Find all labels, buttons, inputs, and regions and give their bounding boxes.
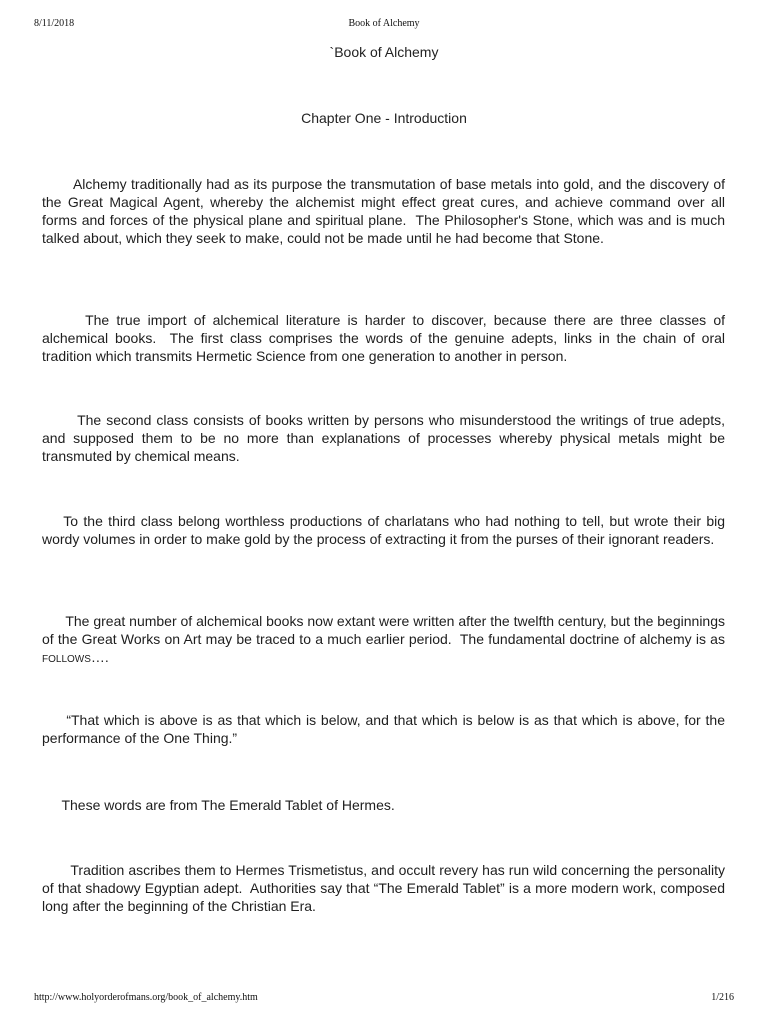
- paragraph-6-quote: “That which is above is as that which is below, and that which is below is as that which is above, for the performance of the One Thing.”: [42, 712, 729, 746]
- paragraph-5-text: The great number of alchemical books now extant were written after the twelfth century, but the beginnings of the Great Works on Art may be traced to a much earlier period. The fundamental doctrine of alchemy is as: [42, 613, 729, 647]
- paragraph-4: To the third class belong worthless productions of charlatans who had nothing to tell, but wrote their big wordy volumes in order to make gold by the process of extracting it from the purses of their ignorant readers.: [42, 513, 729, 547]
- paragraph-8: Tradition ascribes them to Hermes Trismetistus, and occult revery has run wild concerning the personality of that shadowy Egyptian adept. Authorities say that “The Emerald Tablet” is a more modern work, composed long after the beginning of the Christian Era.: [42, 862, 729, 914]
- follows-text: follows….: [42, 649, 109, 665]
- chapter-heading: Chapter One - Introduction: [301, 110, 467, 126]
- paragraph-1: Alchemy traditionally had as its purpose the transmutation of base metals into gold, and the discovery of the Great Magical Agent, whereby the alchemist might effect great cures, and achieve command over all forms and forces of the physical plane and spiritual plane. The Philosopher's Stone, which was and is much talked about, which they seek to make, could not be made until he had become that Stone.: [42, 176, 729, 246]
- page-number: 1/216: [711, 992, 734, 1003]
- paragraph-2: The true import of alchemical literature is harder to discover, because there are three classes of alchemical books. The first class comprises the words of the genuine adepts, links in the chain of oral tradition which transmits Hermetic Science from one generation to another in person.: [42, 312, 729, 364]
- footer-url-link[interactable]: http://www.holyorderofmans.org/book_of_alchemy.htm: [34, 992, 258, 1003]
- paragraph-5: [42, 612, 729, 666]
- print-date: 8/11/2018: [34, 18, 75, 29]
- paragraph-3: The second class consists of books written by persons who misunderstood the writings of true adepts, and supposed them to be no more than explanations of processes whereby physical metals might be transmuted by chemical means.: [42, 412, 729, 464]
- paragraph-7: These words are from The Emerald Tablet of Hermes.: [42, 797, 395, 813]
- print-header-title: Book of Alchemy: [348, 18, 420, 29]
- document-title: `Book of Alchemy: [329, 44, 439, 60]
